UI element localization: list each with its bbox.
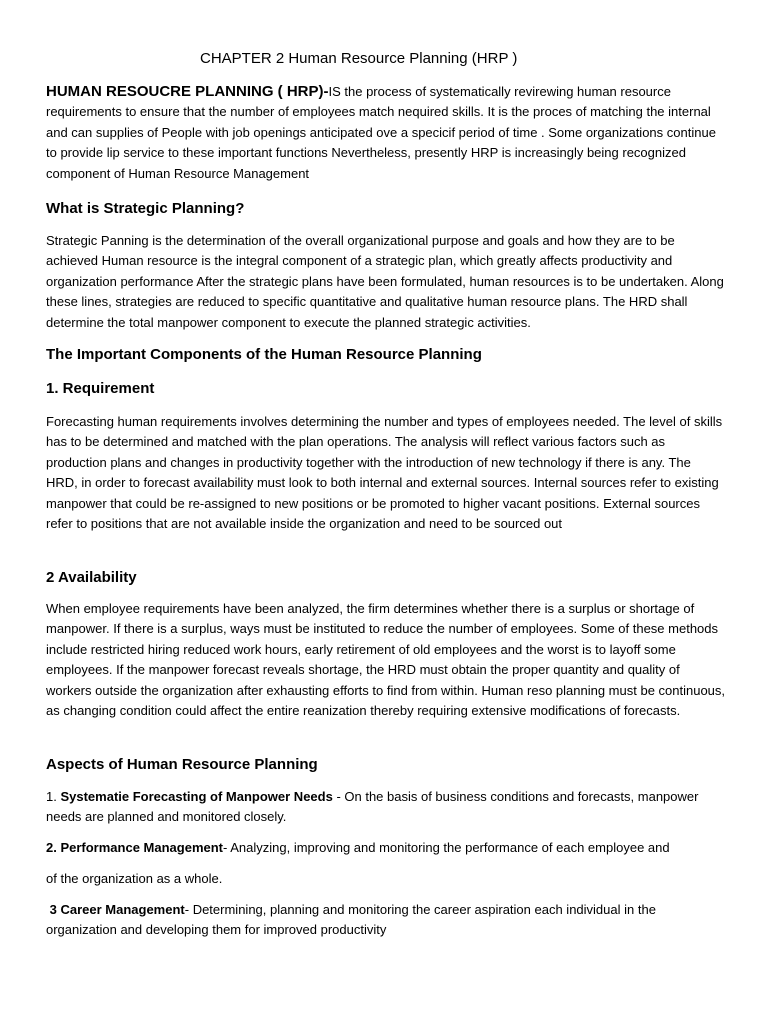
aspect-item-career: [46, 900, 726, 941]
aspect-item-performance-continued: of the organization as a whole.: [46, 871, 223, 886]
aspect-title: 3 Career Management: [49, 902, 185, 917]
availability-paragraph: When employee requirements have been analyzed, the firm determines whether there is a surplus or shortage of manpower. If there is a surplus, ways must be instituted to reduce the number of employees. Some of these methods include restricted hiring reduced work hours, early retirement of old employees and the worst is to layoff some employees. If the manpower forecast reveals shortage, the HRD must obtain the proper quantity and quality of workers outside the organization after exhausting efforts to find from within. Human reso planning must be continuous, as changing condition could affect the entire reanization thereby requiring extensive modifications of forecasts.: [46, 601, 726, 719]
aspect-text: - Analyzing, improving and monitoring the performance of each employee and: [223, 840, 670, 855]
aspect-item-forecasting: [46, 787, 726, 828]
requirement-paragraph: Forecasting human requirements involves determining the number and types of employees needed. The level of skills has to be determined and matched with the plan operations. The analysis will reflect various factors such as production plans and changes in productivity together with the introduction of new technology if there is any. The HRD, in order to forecast availability must look to both internal and external sources. Internal sources refer to existing manpower that could be re-assigned to new positions or be promoted to higher vacant positions. External sources refer to positions that are not available inside the organization and need to be sourced out: [46, 414, 723, 532]
heading-availability: 2 Availability: [46, 569, 137, 586]
intro-paragraph: [46, 82, 726, 184]
aspect-text: - On the basis of business conditions and forecasts, manpower needs are planned and monitored closely.: [46, 789, 699, 825]
heading-strategic: What is Strategic Planning?: [46, 200, 245, 217]
heading-aspects: Aspects of Human Resource Planning: [46, 756, 318, 773]
heading-requirement: 1. Requirement: [46, 380, 155, 397]
aspect-title: 2. Performance Management: [46, 840, 224, 855]
aspect-item-performance: [46, 838, 726, 858]
intro-text: IS the process of systematically revirewing human resource requirements to ensure that the number of employees match nequired skills. It is the proces of matching the internal and can supplies of People with job openings anticipated ove a specicif period of time . Some organizations continue to provide lip service to these important functions Nevertheless, presently HRP is increasingly being recognized component of Human Resource Management: [46, 84, 716, 181]
aspect-number: 1.: [46, 789, 61, 804]
heading-components: The Important Components of the Human Resource Planning: [46, 346, 482, 363]
chapter-title-text: CHAPTER 2 Human Resource Planning (HRP ): [200, 50, 518, 67]
intro-lead: HUMAN RESOUCRE PLANNING ( HRP)-: [46, 83, 329, 100]
aspect-text: - Determining, planning and monitoring the career aspiration each individual in the organization and developing them for improved productivity: [46, 902, 656, 938]
aspect-title: Systematie Forecasting of Manpower Needs: [60, 789, 333, 804]
strategic-paragraph: Strategic Panning is the determination of the overall organizational purpose and goals and how they are to be achieved Human resource is the integral component of a strategic plan, which greatly affects productivity and organization performance After the strategic plans have been formulated, human resources is to be undertaken. Along these lines, strategies are reduced to specific quantitative and qualitative human resource plans. The HRD shall determine the total manpower component to execute the planned strategic activities.: [46, 233, 724, 330]
